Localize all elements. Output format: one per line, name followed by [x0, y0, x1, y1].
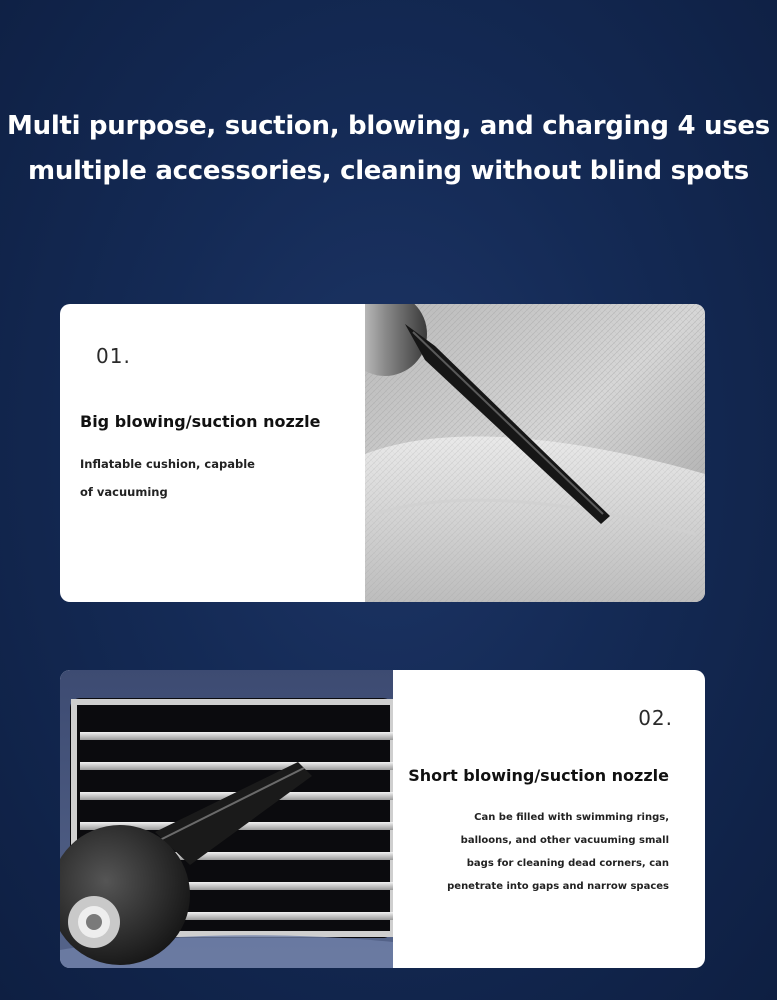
description-line: of vacuuming: [80, 485, 168, 499]
card-description: [80, 450, 255, 506]
description-line: Inflatable cushion, capable: [80, 457, 255, 471]
feature-card-big-nozzle: [60, 304, 705, 602]
card-title: Short blowing/suction nozzle: [408, 766, 669, 785]
description-line: Can be filled with swimming rings,: [474, 812, 669, 823]
headline: [0, 104, 777, 194]
cushion-nozzle-photo: [365, 304, 705, 602]
card-number: 02.: [638, 706, 673, 730]
card-title: Big blowing/suction nozzle: [80, 412, 321, 431]
card-number: 01.: [96, 344, 131, 368]
headline-line-1: Multi purpose, suction, blowing, and charging 4 uses: [7, 111, 770, 141]
feature-card-short-nozzle: [60, 670, 705, 968]
card-description: [447, 806, 669, 898]
headline-line-2: multiple accessories, cleaning without blind spots: [28, 156, 749, 186]
air-vent-nozzle-photo: [60, 670, 393, 968]
description-line: bags for cleaning dead corners, can: [466, 858, 669, 869]
description-line: penetrate into gaps and narrow spaces: [447, 881, 669, 892]
description-line: balloons, and other vacuuming small: [460, 835, 669, 846]
